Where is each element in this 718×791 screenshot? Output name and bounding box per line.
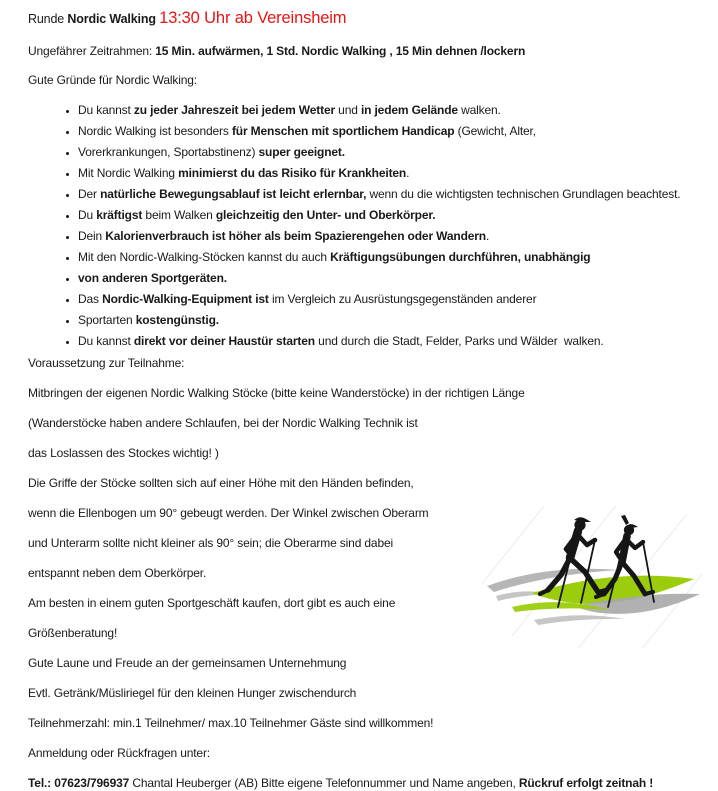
text-run: und <box>335 103 361 117</box>
text-run: Dein <box>78 229 106 243</box>
text-run: Du <box>78 208 97 222</box>
bullet-item <box>78 226 718 247</box>
text-run: Du kannst <box>78 103 134 117</box>
text-run: direkt vor deiner Haustür starten <box>133 334 315 348</box>
text-run: Nordic Walking ist besonders <box>78 124 232 138</box>
bullet-item <box>78 268 718 289</box>
text-run: Anmeldung oder Rückfragen unter: <box>28 746 210 760</box>
text-run: Größenberatung! <box>28 626 118 640</box>
text-run: Du kannst <box>78 334 134 348</box>
text-run: Vorerkrankungen, Sportabstinenz) <box>78 145 259 159</box>
text-run: entspannt neben dem Oberkörper. <box>28 566 207 580</box>
text-run: Die Griffe der Stöcke sollten sich auf einer Höhe mit den Händen befinden, <box>28 476 414 490</box>
paragraph-participant-count <box>28 716 718 731</box>
text-run: Nordic Walking <box>67 12 160 26</box>
bullet-item <box>78 331 718 352</box>
text-run: das Loslassen des Stockes wichtig! ) <box>28 446 219 460</box>
text-run: von anderen Sportgeräten. <box>78 271 227 285</box>
text-run: Voraussetzung zur Teilnahme: <box>28 356 185 370</box>
text-run: minimierst du das Risiko für Krankheiten <box>178 166 407 180</box>
text-run: kräftigst <box>96 208 143 222</box>
text-run: Nordic-Walking-Equipment ist <box>102 292 269 306</box>
text-run: Ungefährer Zeitrahmen: <box>28 44 156 58</box>
text-run: 13:30 Uhr ab Vereinsheim <box>159 9 347 27</box>
text-run: Runde <box>28 12 68 26</box>
text-run: Mit den Nordic-Walking-Stöcken kannst du auch <box>78 250 331 264</box>
text-run: Teilnehmerzahl: min.1 Teilnehmer/ max.10 Teilnehmer Gäste sind willkommen! <box>28 716 434 730</box>
text-run: Kalorienverbrauch ist höher als beim Spazierengehen oder Wandern <box>105 229 486 243</box>
text-run: (Wanderstöcke haben andere Schlaufen, bei der Nordic Walking Technik ist <box>28 416 418 430</box>
text-run: . <box>406 166 410 180</box>
paragraph-participation-heading <box>28 356 718 371</box>
text-run: wenn die Ellenbogen um 90° gebeugt werden. Der Winkel zwischen Oberarm <box>28 506 429 520</box>
text-run: und durch die Stadt, Felder, Parks und Wälder walken. <box>314 334 604 348</box>
bullet-item <box>78 100 718 121</box>
text-run: im Vergleich zu Ausrüstungsgegenständen anderer <box>268 292 537 306</box>
text-run: zu jeder Jahreszeit bei jedem Wetter <box>133 103 335 117</box>
text-run: . <box>486 229 490 243</box>
bullet-item <box>78 142 718 163</box>
text-run: (Gewicht, Alter, <box>454 124 536 138</box>
paragraph-grip-height-1 <box>28 476 718 491</box>
text-run: Das <box>78 292 103 306</box>
text-run: Tel.: 07623/796937 <box>28 776 130 790</box>
text-run: natürliche Bewegungsablauf ist leicht erlernbar, <box>100 187 367 201</box>
paragraph-pole-release <box>28 446 718 461</box>
bullet-item <box>78 121 718 142</box>
paragraph-phone-contact <box>28 776 718 791</box>
text-run: für Menschen mit sportlichem Handicap <box>231 124 455 138</box>
text-run: Der <box>78 187 101 201</box>
page-title <box>28 7 718 30</box>
bullet-item <box>78 310 718 331</box>
text-run: beim Walken <box>142 208 216 222</box>
text-run: Chantal Heuberger (AB) Bitte eigene Telefonnummer und Name angeben, <box>129 776 519 790</box>
text-run: super geeignet. <box>258 145 345 159</box>
bullet-item <box>78 184 718 205</box>
paragraph-snack <box>28 686 718 701</box>
paragraph-pole-straps <box>28 416 718 431</box>
text-run: Kräftigungsübungen durchführen, unabhängig <box>330 250 591 264</box>
text-run: Mit Nordic Walking <box>78 166 179 180</box>
reasons-heading <box>28 73 718 88</box>
text-run: Sportarten <box>78 313 136 327</box>
bullet-item <box>78 247 718 268</box>
nordic-walkers-clipart <box>482 506 702 648</box>
text-run: walken. <box>457 103 501 117</box>
paragraph-registration <box>28 746 718 761</box>
bullet-item <box>78 289 718 310</box>
text-run: Am besten in einem guten Sportgeschäft kaufen, dort gibt es auch eine <box>28 596 396 610</box>
text-run: 15 Min. aufwärmen, 1 Std. Nordic Walking , 15 Min dehnen /lockern <box>155 44 526 58</box>
bullet-item <box>78 163 718 184</box>
text-run: kostengünstig. <box>135 313 219 327</box>
paragraph-bring-poles <box>28 386 718 401</box>
bullet-item <box>78 205 718 226</box>
text-run: gleichzeitig den Unter- und Oberkörper. <box>215 208 436 222</box>
reasons-list <box>28 100 718 352</box>
text-run: und Unterarm sollte nicht kleiner als 90° sein; die Oberarme sind dabei <box>28 536 394 550</box>
paragraph-good-mood <box>28 656 718 671</box>
text-run: Gute Gründe für Nordic Walking: <box>28 73 197 87</box>
text-run: Mitbringen der eigenen Nordic Walking Stöcke (bitte keine Wanderstöcke) in der richtigen Länge <box>28 386 525 400</box>
text-run: Gute Laune und Freude an der gemeinsamen Unternehmung <box>28 656 347 670</box>
text-run: wenn du die wichtigsten technischen Grundlagen beachtest. <box>366 187 681 201</box>
text-run: Evtl. Getränk/Müsliriegel für den kleinen Hunger zwischendurch <box>28 686 357 700</box>
text-run: in jedem Gelände <box>360 103 458 117</box>
text-run: Rückruf erfolgt zeitnah ! <box>518 776 654 790</box>
timeframe-line <box>28 44 718 59</box>
